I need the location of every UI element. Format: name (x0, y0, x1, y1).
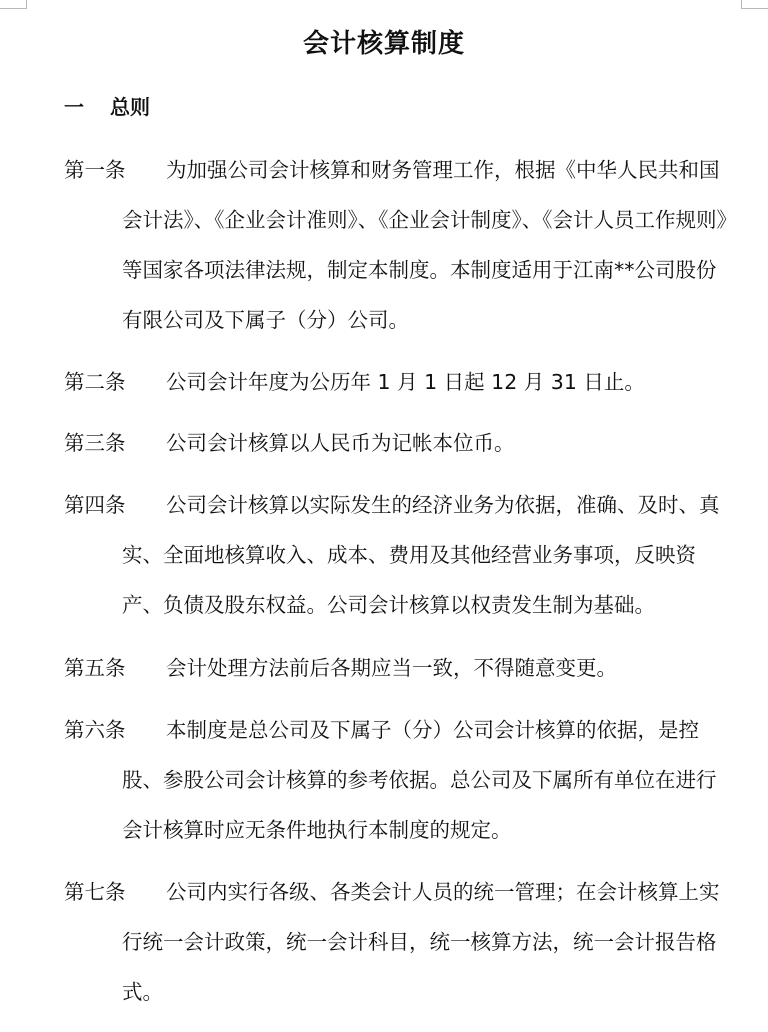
article-label: 第五条 (64, 656, 126, 680)
section-number: 一 (64, 95, 84, 119)
article-label: 第四条 (64, 493, 126, 517)
article-text: 公司会计核算以人民币为记帐本位币。 (166, 431, 515, 455)
article-3 (64, 418, 736, 468)
article-text: 会计处理方法前后各期应当一致，不得随意变更。 (166, 656, 617, 680)
article-label: 第一条 (64, 158, 126, 182)
section-title: 总则 (110, 95, 150, 119)
article-5 (64, 643, 736, 693)
article-1 (64, 145, 736, 345)
article-7 (64, 867, 736, 1017)
article-2 (64, 357, 736, 407)
article-text: 为加强公司会计核算和财务管理工作，根据《中华人民共和国会计法》、《企业会计准则》、《企业会计制度》、《会计人员工作规则》等国家各项法律法规，制定本制度。本制度适用于江南**公司股份有限公司及下属子（分）公司。 (122, 158, 727, 332)
article-label: 第六条 (64, 718, 126, 742)
article-label: 第七条 (64, 880, 126, 904)
article-text: 公司会计年度为公历年 1 月 1 日起 12 月 31 日止。 (166, 370, 645, 394)
article-6 (64, 705, 736, 855)
article-label: 第三条 (64, 431, 126, 455)
article-text: 公司内实行各级、各类会计人员的统一管理；在会计核算上实行统一会计政策，统一会计科目，统一核算方法，统一会计报告格式。 (122, 880, 720, 1004)
page-corner-mark-right (741, 0, 768, 9)
article-text: 本制度是总公司及下属子（分）公司会计核算的依据，是控股、参股公司会计核算的参考依据。总公司及下属所有单位在进行会计核算时应无条件地执行本制度的规定。 (122, 718, 717, 842)
document-title: 会计核算制度 (302, 29, 465, 59)
article-label: 第二条 (64, 370, 126, 394)
section-heading (64, 92, 150, 122)
page-corner-mark-left (0, 0, 27, 9)
article-text: 公司会计核算以实际发生的经济业务为依据，准确、及时、真实、全面地核算收入、成本、费用及其他经营业务事项，反映资产、负债及股东权益。公司会计核算以权责发生制为基础。 (122, 493, 720, 617)
article-4 (64, 480, 736, 630)
